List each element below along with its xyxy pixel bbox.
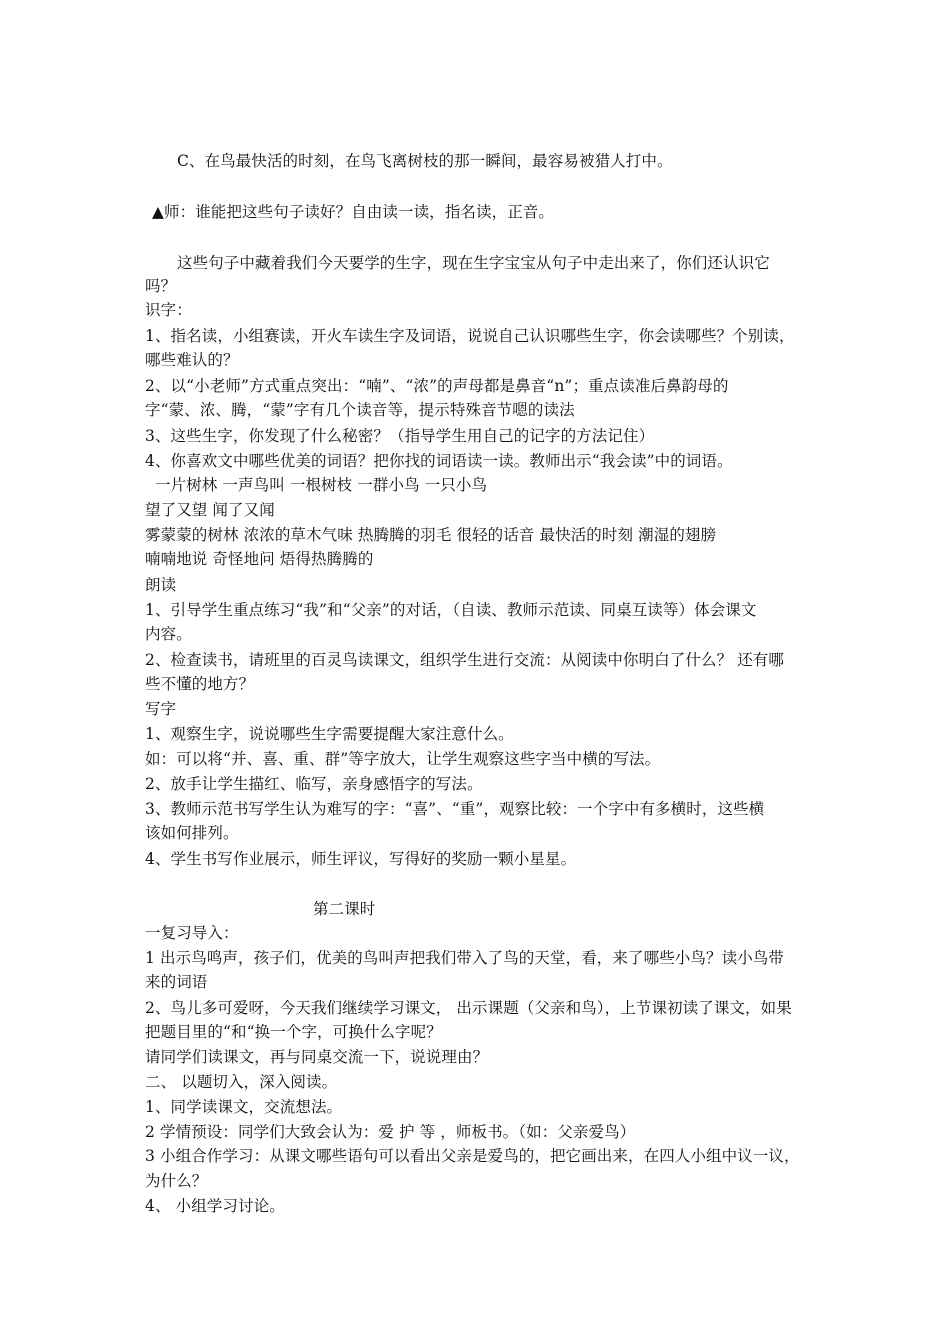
text-line: 雾蒙蒙的树林 浓浓的草木气味 热腾腾的羽毛 很轻的话音 最快活的时刻 潮湿的翅膀 bbox=[145, 526, 717, 544]
text-line: 1、指名读，小组赛读，开火车读生字及词语，说说自己认识哪些生字，你会读哪些？个别读， bbox=[145, 327, 795, 345]
text-line: 喃喃地说 奇怪地问 焐得热腾腾的 bbox=[145, 550, 374, 568]
section-heading: 一复习导入： bbox=[145, 924, 239, 942]
text-line: 1、观察生字，说说哪些生字需要提醒大家注意什么。 bbox=[145, 725, 514, 743]
text-line: 2、检查读书，请班里的百灵鸟读课文，组织学生进行交流：从阅读中你明白了什么？ 还有哪 bbox=[145, 651, 784, 669]
text-line: 2、放手让学生描红、临写，亲身感悟字的写法。 bbox=[145, 775, 483, 793]
text-line: 3、这些生字，你发现了什么秘密？（指导学生用自己的记字的方法记住） bbox=[145, 427, 655, 445]
section-heading: 二、 以题切入，深入阅读。 bbox=[145, 1073, 338, 1091]
text-line: 2 学情预设：同学们大致会认为：爱 护 等 ，师板书。（如：父亲爱鸟） bbox=[145, 1123, 636, 1141]
text-line: 请同学们读课文，再与同桌交流一下，说说理由？ bbox=[145, 1048, 489, 1066]
text-line: 2、以“小老师”方式重点突出：“喃”、“浓”的声母都是鼻音“n”；重点读准后鼻韵母的 bbox=[145, 377, 729, 395]
text-line: 望了又望 闻了又闻 bbox=[145, 501, 275, 519]
section-heading: 识字： bbox=[145, 301, 192, 319]
text-line: 该如何排列。 bbox=[145, 824, 239, 842]
section-heading: 写字 bbox=[145, 700, 177, 718]
text-line: 如：可以将“并、喜、重、群”等字放大，让学生观察这些字当中横的写法。 bbox=[145, 750, 661, 768]
text-line: 把题目里的“和“换一个字，可换什么字呢？ bbox=[145, 1023, 442, 1041]
text-line: 4、学生书写作业展示，师生评议，写得好的奖励一颗小星星。 bbox=[145, 850, 577, 868]
text-line: 这些句子中藏着我们今天要学的生字，现在生字宝宝从句子中走出来了，你们还认识它 bbox=[177, 254, 770, 272]
text-line: 些不懂的地方？ bbox=[145, 675, 255, 693]
text-line: ▲师：谁能把这些句子读好？自由读一读，指名读，正音。 bbox=[152, 203, 555, 221]
text-line: 来的词语 bbox=[145, 973, 208, 991]
text-line: 1、引导学生重点练习“我”和“父亲”的对话，（自读、教师示范读、同桌互读等）体会课文 bbox=[145, 601, 757, 619]
text-line: 3、教师示范书写学生认为难写的字：“喜”、“重”，观察比较：一个字中有多横时，这些横 bbox=[145, 800, 765, 818]
text-line: 内容。 bbox=[145, 625, 192, 643]
text-line: C、在鸟最快活的时刻，在鸟飞离树枝的那一瞬间，最容易被猎人打中。 bbox=[177, 152, 673, 170]
text-line: 一片树林 一声鸟叫 一根树枝 一群小鸟 一只小鸟 bbox=[155, 476, 488, 494]
text-line: 吗？ bbox=[145, 277, 177, 295]
text-line: 3 小组合作学习：从课文哪些语句可以看出父亲是爱鸟的，把它画出来，在四人小组中议一议， bbox=[145, 1147, 800, 1165]
section-heading: 朗读 bbox=[145, 576, 177, 594]
text-line: 哪些难认的？ bbox=[145, 351, 239, 369]
text-line: 为什么？ bbox=[145, 1172, 208, 1190]
text-line: 4、你喜欢文中哪些优美的词语？把你找的词语读一读。教师出示“我会读”中的词语。 bbox=[145, 452, 733, 470]
text-line: 1、同学读课文，交流想法。 bbox=[145, 1098, 343, 1116]
text-line: 2、鸟儿多可爱呀，今天我们继续学习课文， 出示课题（父亲和鸟），上节课初读了课文，如果 bbox=[145, 999, 792, 1017]
lesson-heading: 第二课时 bbox=[313, 900, 376, 918]
text-line: 1 出示鸟鸣声，孩子们，优美的鸟叫声把我们带入了鸟的天堂，看，来了哪些小鸟？读小鸟带 bbox=[145, 949, 784, 967]
text-line: 字“蒙、浓、腾，“蒙”字有几个读音等，提示特殊音节嗯的读法 bbox=[145, 401, 575, 419]
text-line: 4、 小组学习讨论。 bbox=[145, 1197, 285, 1215]
